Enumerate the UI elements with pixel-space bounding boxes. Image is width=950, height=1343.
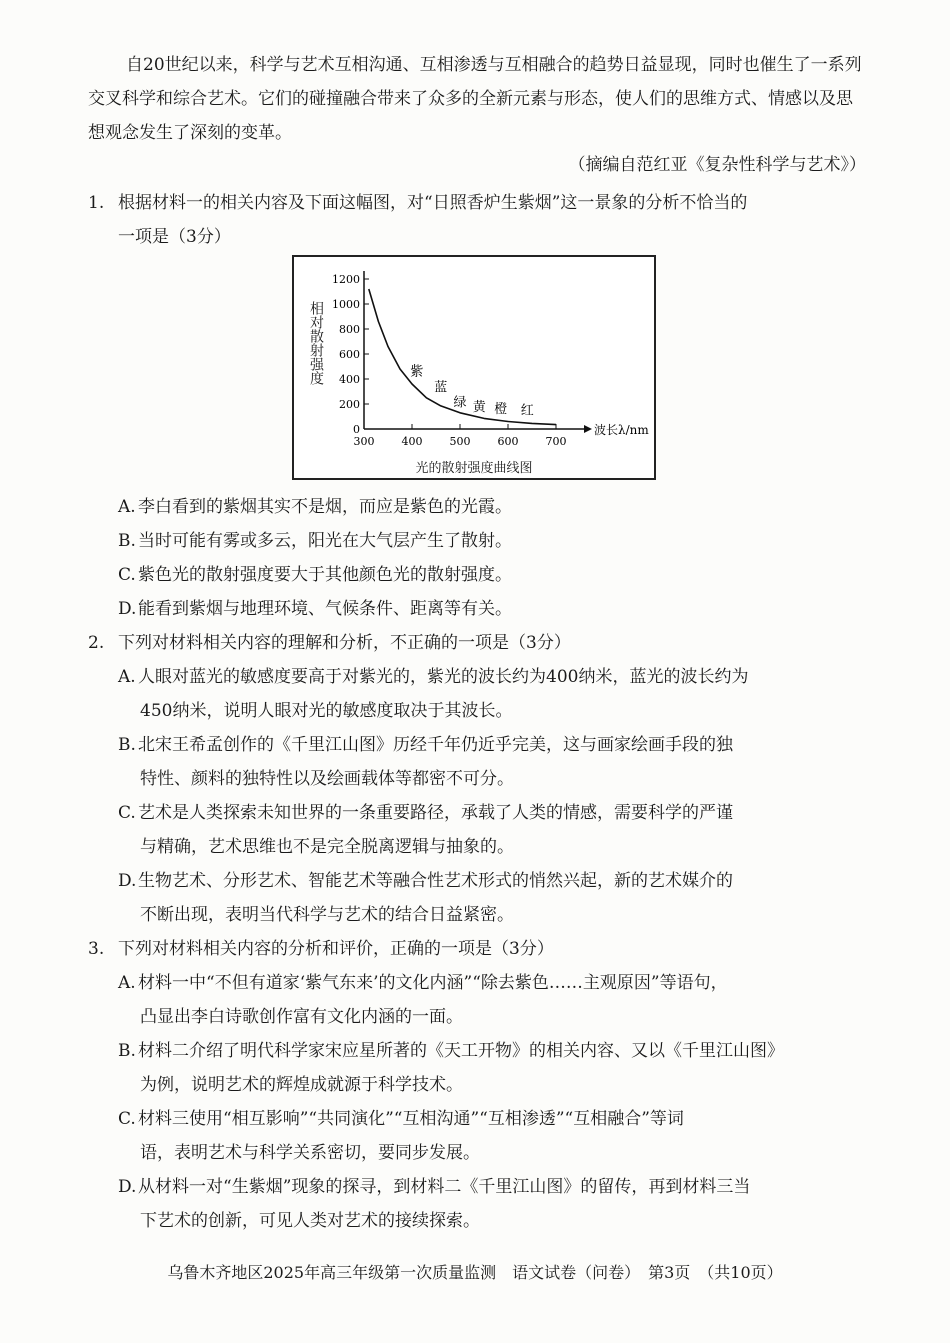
- option-label: D.: [118, 871, 137, 891]
- y-tick-label: 1200: [332, 273, 360, 286]
- option-text-line1: 艺术是人类探索未知世界的一条重要路径，承载了人类的情感，需要科学的严谨: [138, 803, 733, 823]
- source-citation: （摘编自范红亚《复杂性科学与艺术》）: [568, 155, 866, 175]
- q1-option-c[interactable]: [118, 558, 868, 592]
- page-footer: 乌鲁木齐地区2025年高三年级第一次质量监测 语文试卷（问卷） 第3页 （共10页）: [167, 1263, 783, 1282]
- intro-paragraph: 自20世纪以来，科学与艺术互相沟通、互相渗透与互相融合的趋势日益显现，同时也催生了一系列交叉科学和综合艺术。它们的碰撞融合带来了众多的全新元素与形态，使人们的思维方式、情感以及思想观念发生了深刻的变革。: [88, 55, 862, 143]
- question-1-stem: [88, 186, 868, 220]
- option-label: D.: [118, 1177, 137, 1197]
- chart-xlabel: 波长λ/nm: [594, 423, 649, 437]
- question-1-stem-cont: [88, 220, 868, 254]
- color-annotation: 红: [520, 403, 534, 419]
- option-label: C.: [118, 1109, 136, 1129]
- q3-option-a[interactable]: [118, 966, 868, 1034]
- option-label: D.: [118, 599, 137, 619]
- option-text-line1: 生物艺术、分形艺术、智能艺术等融合性艺术形式的悄然兴起，新的艺术媒介的: [138, 871, 733, 891]
- option-text-line1: 材料一中“不但有道家‘紫气东来’的文化内涵”“除去紫色……主观原因”等语句，: [138, 973, 728, 993]
- q1-option-a[interactable]: [118, 490, 868, 524]
- option-text-line1: 材料三使用“相互影响”“共同演化”“互相沟通”“互相渗透”“互相融合”等词: [138, 1109, 684, 1129]
- y-tick-label: 200: [339, 398, 360, 411]
- question-number: 3.: [88, 939, 105, 959]
- q2-option-b[interactable]: [118, 728, 868, 796]
- option-text-line2: 下艺术的创新，可见人类对艺术的接续探索。: [140, 1211, 480, 1231]
- question-3-stem: [88, 932, 868, 966]
- q2-option-a[interactable]: [118, 660, 868, 728]
- option-label: A.: [118, 497, 136, 517]
- option-text-line1: 从材料一对“生紫烟”现象的探寻，到材料二《千里江山图》的留传，再到材料三当: [138, 1177, 751, 1197]
- y-tick-label: 0: [353, 423, 360, 436]
- q3-option-b[interactable]: [118, 1034, 868, 1102]
- question-stem-line: 下列对材料相关内容的理解和分析，不正确的一项是（3分）: [118, 633, 571, 653]
- chart-plot: [294, 257, 654, 478]
- chart-title: 光的散射强度曲线图: [415, 461, 533, 476]
- option-text-line1: 人眼对蓝光的敏感度要高于对紫光的，紫光的波长约为400纳米，蓝光的波长约为: [138, 667, 749, 687]
- color-annotation: 蓝: [434, 380, 448, 396]
- option-text-line2: 450纳米，说明人眼对光的敏感度取决于其波长。: [140, 701, 513, 721]
- option-text-line2: 不断出现，表明当代科学与艺术的结合日益紧密。: [140, 905, 514, 925]
- q1-option-b[interactable]: [118, 524, 868, 558]
- color-annotation: 绿: [453, 395, 467, 411]
- q2-option-d[interactable]: [118, 864, 868, 932]
- option-label: B.: [118, 735, 136, 755]
- option-text: 当时可能有雾或多云，阳光在大气层产生了散射。: [138, 531, 512, 551]
- question-number: 2.: [88, 633, 105, 653]
- option-label: A.: [118, 667, 136, 687]
- option-text-line2: 语，表明艺术与科学关系密切，要同步发展。: [140, 1143, 480, 1163]
- q2-option-c[interactable]: [118, 796, 868, 864]
- q3-option-c[interactable]: [118, 1102, 868, 1170]
- y-tick-label: 400: [339, 373, 360, 386]
- x-tick-label: 300: [353, 435, 375, 448]
- question-number: 1.: [88, 193, 105, 213]
- x-axis-arrow: [584, 425, 592, 433]
- option-text-line2: 特性、颜料的独特性以及绘画载体等都密不可分。: [140, 769, 514, 789]
- option-label: C.: [118, 565, 136, 585]
- y-tick-label: 600: [339, 348, 360, 361]
- option-text: 能看到紫烟与地理环境、气候条件、距离等有关。: [138, 599, 512, 619]
- color-annotation: 紫: [410, 364, 424, 380]
- q1-option-d[interactable]: [118, 592, 868, 626]
- question-stem-line: 根据材料一的相关内容及下面这幅图，对“日照香炉生紫烟”这一景象的分析不恰当的: [118, 193, 748, 213]
- option-label: C.: [118, 803, 136, 823]
- color-annotation: 黄: [472, 399, 486, 415]
- option-label: B.: [118, 1041, 136, 1061]
- y-tick-label: 800: [339, 323, 360, 336]
- x-tick-label: 700: [545, 435, 567, 448]
- option-text: 李白看到的紫烟其实不是烟，而应是紫色的光霞。: [138, 497, 512, 517]
- question-stem-line: 一项是（3分）: [118, 227, 231, 247]
- option-text-line1: 北宋王希孟创作的《千里江山图》历经千年仍近乎完美，这与画家绘画手段的独: [138, 735, 733, 755]
- option-text-line2: 与精确，艺术思维也不是完全脱离逻辑与抽象的。: [140, 837, 514, 857]
- y-tick-label: 1000: [332, 298, 360, 311]
- x-tick-label: 600: [497, 435, 519, 448]
- question-2-stem: [88, 626, 868, 660]
- option-label: A.: [118, 973, 136, 993]
- option-text-line2: 为例，说明艺术的辉煌成就源于科学技术。: [140, 1075, 463, 1095]
- color-annotation: 橙: [494, 401, 508, 417]
- option-text-line2: 凸显出李白诗歌创作富有文化内涵的一面。: [140, 1007, 463, 1027]
- chart-ylabel: 相对散射强度: [308, 301, 324, 385]
- question-stem-line: 下列对材料相关内容的分析和评价，正确的一项是（3分）: [118, 939, 554, 959]
- scattering-chart: [292, 255, 656, 480]
- option-label: B.: [118, 531, 136, 551]
- x-tick-label: 500: [449, 435, 471, 448]
- x-tick-label: 400: [401, 435, 423, 448]
- option-text-line1: 材料二介绍了明代科学家宋应星所著的《天工开物》的相关内容、又以《千里江山图》: [138, 1041, 784, 1061]
- option-text: 紫色光的散射强度要大于其他颜色光的散射强度。: [138, 565, 512, 585]
- q3-option-d[interactable]: [118, 1170, 868, 1238]
